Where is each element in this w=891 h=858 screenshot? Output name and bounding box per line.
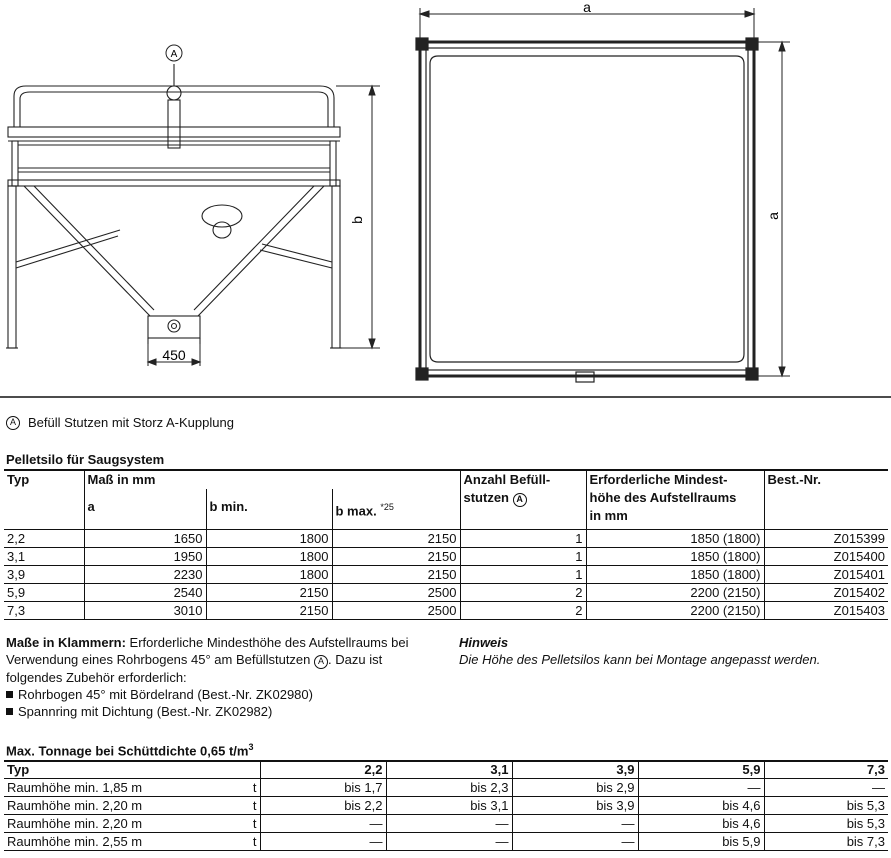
tonnage-table xyxy=(4,760,888,851)
side-view xyxy=(6,64,342,348)
cell-a: 2230 xyxy=(84,566,206,584)
cell-value: bis 7,3 xyxy=(764,833,888,851)
cell-bmax: 2150 xyxy=(332,566,460,584)
cell-bmin: 1800 xyxy=(206,548,332,566)
cell-typ: 3,9 xyxy=(4,566,84,584)
th-bmin: b min. xyxy=(206,489,332,530)
cell-bmin: 2150 xyxy=(206,602,332,620)
top-view xyxy=(416,38,758,382)
cell-value: — xyxy=(512,833,638,851)
cell-typ: 5,9 xyxy=(4,584,84,602)
table-row xyxy=(4,602,888,620)
th2-col: 3,9 xyxy=(512,761,638,779)
legend-text: Befüll Stutzen mit Storz A-Kupplung xyxy=(28,415,234,430)
th-bmax xyxy=(332,489,460,530)
th2-col: 3,1 xyxy=(386,761,512,779)
cell-typ: 7,3 xyxy=(4,602,84,620)
th-a: a xyxy=(84,489,206,530)
table-row xyxy=(4,566,888,584)
notes-lead: Maße in Klammern: xyxy=(6,635,126,650)
cell-value: bis 2,9 xyxy=(512,779,638,797)
table-row xyxy=(4,833,888,851)
cell-label: Raumhöhe min. 1,85 m xyxy=(4,779,244,797)
marker-a: A xyxy=(6,416,20,430)
cell-anzahl: 1 xyxy=(460,530,586,548)
cell-a: 2540 xyxy=(84,584,206,602)
cell-label: Raumhöhe min. 2,20 m xyxy=(4,815,244,833)
cell-best: Z015402 xyxy=(764,584,888,602)
cell-anzahl: 2 xyxy=(460,584,586,602)
cell-hoehe: 1850 (1800) xyxy=(586,530,764,548)
cell-best: Z015401 xyxy=(764,566,888,584)
notes xyxy=(6,634,436,720)
notes-item-1-text: Rohrbogen 45° mit Bördelrand (Best.-Nr. ZK02980) xyxy=(18,686,313,702)
table-row xyxy=(4,530,888,548)
cell-value: bis 5,9 xyxy=(638,833,764,851)
cell-bmin: 1800 xyxy=(206,530,332,548)
cell-anzahl: 1 xyxy=(460,566,586,584)
cell-a: 3010 xyxy=(84,602,206,620)
cell-hoehe: 2200 (2150) xyxy=(586,602,764,620)
table2-title xyxy=(6,742,253,758)
th-hoehe-line3: in mm xyxy=(589,508,628,523)
th2-col: 5,9 xyxy=(638,761,764,779)
cell-best: Z015399 xyxy=(764,530,888,548)
cell-value: — xyxy=(386,833,512,851)
dim-450-label: 450 xyxy=(162,347,186,363)
cell-bmax: 2500 xyxy=(332,584,460,602)
th-typ: Typ xyxy=(7,472,30,487)
th2-col: 2,2 xyxy=(260,761,386,779)
th-hoehe-line2: höhe des Aufstellraums xyxy=(589,490,737,505)
table-row xyxy=(4,797,888,815)
cell-value: bis 2,3 xyxy=(386,779,512,797)
notes-item-2-text: Spannring mit Dichtung (Best.-Nr. ZK02982) xyxy=(18,703,273,719)
table2-title-sup: 3 xyxy=(248,742,254,752)
cell-value: bis 5,3 xyxy=(764,815,888,833)
cell-typ: 2,2 xyxy=(4,530,84,548)
cell-best: Z015403 xyxy=(764,602,888,620)
cell-anzahl: 1 xyxy=(460,548,586,566)
notes-paragraph xyxy=(6,634,436,686)
marker-a: A xyxy=(513,493,527,507)
dim-b-label: b xyxy=(349,216,365,224)
table-row xyxy=(4,779,888,797)
cell-value: bis 1,7 xyxy=(260,779,386,797)
hinweis-text: Die Höhe des Pelletsilos kann bei Montage angepasst werden. xyxy=(459,652,821,667)
th-best: Best.-Nr. xyxy=(764,470,888,530)
marker-a: A xyxy=(314,655,328,669)
technical-drawing xyxy=(0,0,891,400)
cell-bmax: 2150 xyxy=(332,548,460,566)
hinweis xyxy=(459,634,879,668)
cell-bmax: 2500 xyxy=(332,602,460,620)
cell-value: bis 3,9 xyxy=(512,797,638,815)
table-row xyxy=(4,584,888,602)
th2-col: 7,3 xyxy=(764,761,888,779)
notes-text-2: . Dazu ist folgendes Zubehör erforderlich: xyxy=(6,652,383,685)
cell-bmin: 1800 xyxy=(206,566,332,584)
cell-a: 1650 xyxy=(84,530,206,548)
th-anzahl-line1: Anzahl Befüll- xyxy=(463,472,551,487)
cell-label: Raumhöhe min. 2,20 m xyxy=(4,797,244,815)
cell-value: bis 3,1 xyxy=(386,797,512,815)
cell-value: bis 2,2 xyxy=(260,797,386,815)
cell-value: — xyxy=(638,779,764,797)
cell-label: Raumhöhe min. 2,55 m xyxy=(4,833,244,851)
th-mass: Maß in mm xyxy=(84,470,460,489)
dim-a-side-label: a xyxy=(765,212,781,220)
th-anzahl-line2: stutzen xyxy=(463,490,509,505)
cell-unit: t xyxy=(244,797,260,815)
cell-a: 1950 xyxy=(84,548,206,566)
table1-title: Pelletsilo für Saugsystem xyxy=(6,452,165,467)
table-row xyxy=(4,815,888,833)
th-hoehe-line1: Erforderliche Mindest- xyxy=(589,472,728,487)
cell-anzahl: 2 xyxy=(460,602,586,620)
cell-value: bis 4,6 xyxy=(638,815,764,833)
cell-value: — xyxy=(386,815,512,833)
cell-value: bis 5,3 xyxy=(764,797,888,815)
cell-hoehe: 2200 (2150) xyxy=(586,584,764,602)
cell-unit: t xyxy=(244,815,260,833)
cell-bmin: 2150 xyxy=(206,584,332,602)
hinweis-title: Hinweis xyxy=(459,635,509,650)
marker-a-label: A xyxy=(170,49,178,60)
notes-text-1: Erforderliche Mindesthöhe des Aufstellraums bei Verwendung eines Rohrbogens 45° am Befüllstutzen xyxy=(6,635,409,667)
pelletsilo-table xyxy=(4,469,888,620)
table-row xyxy=(4,548,888,566)
table2-title-text: Max. Tonnage bei Schüttdichte 0,65 t/m xyxy=(6,743,249,759)
cell-value: — xyxy=(260,815,386,833)
cell-best: Z015400 xyxy=(764,548,888,566)
cell-bmax: 2150 xyxy=(332,530,460,548)
cell-value: bis 4,6 xyxy=(638,797,764,815)
cell-hoehe: 1850 (1800) xyxy=(586,548,764,566)
cell-hoehe: 1850 (1800) xyxy=(586,566,764,584)
th2-typ: Typ xyxy=(7,762,30,777)
cell-value: — xyxy=(512,815,638,833)
dim-a-top-label: a xyxy=(583,0,591,15)
th-anzahl xyxy=(460,470,586,530)
th-bmax-footnote: *25 xyxy=(380,502,394,512)
legend xyxy=(6,415,234,430)
cell-unit: t xyxy=(244,833,260,851)
cell-unit: t xyxy=(244,779,260,797)
cell-value: — xyxy=(260,833,386,851)
notes-item-2 xyxy=(6,703,436,720)
th-hoehe xyxy=(586,470,764,530)
cell-value: — xyxy=(764,779,888,797)
th-bmax-label: b max. xyxy=(335,503,377,519)
dimension-a-side xyxy=(758,42,790,376)
cell-typ: 3,1 xyxy=(4,548,84,566)
notes-item-1 xyxy=(6,686,436,703)
